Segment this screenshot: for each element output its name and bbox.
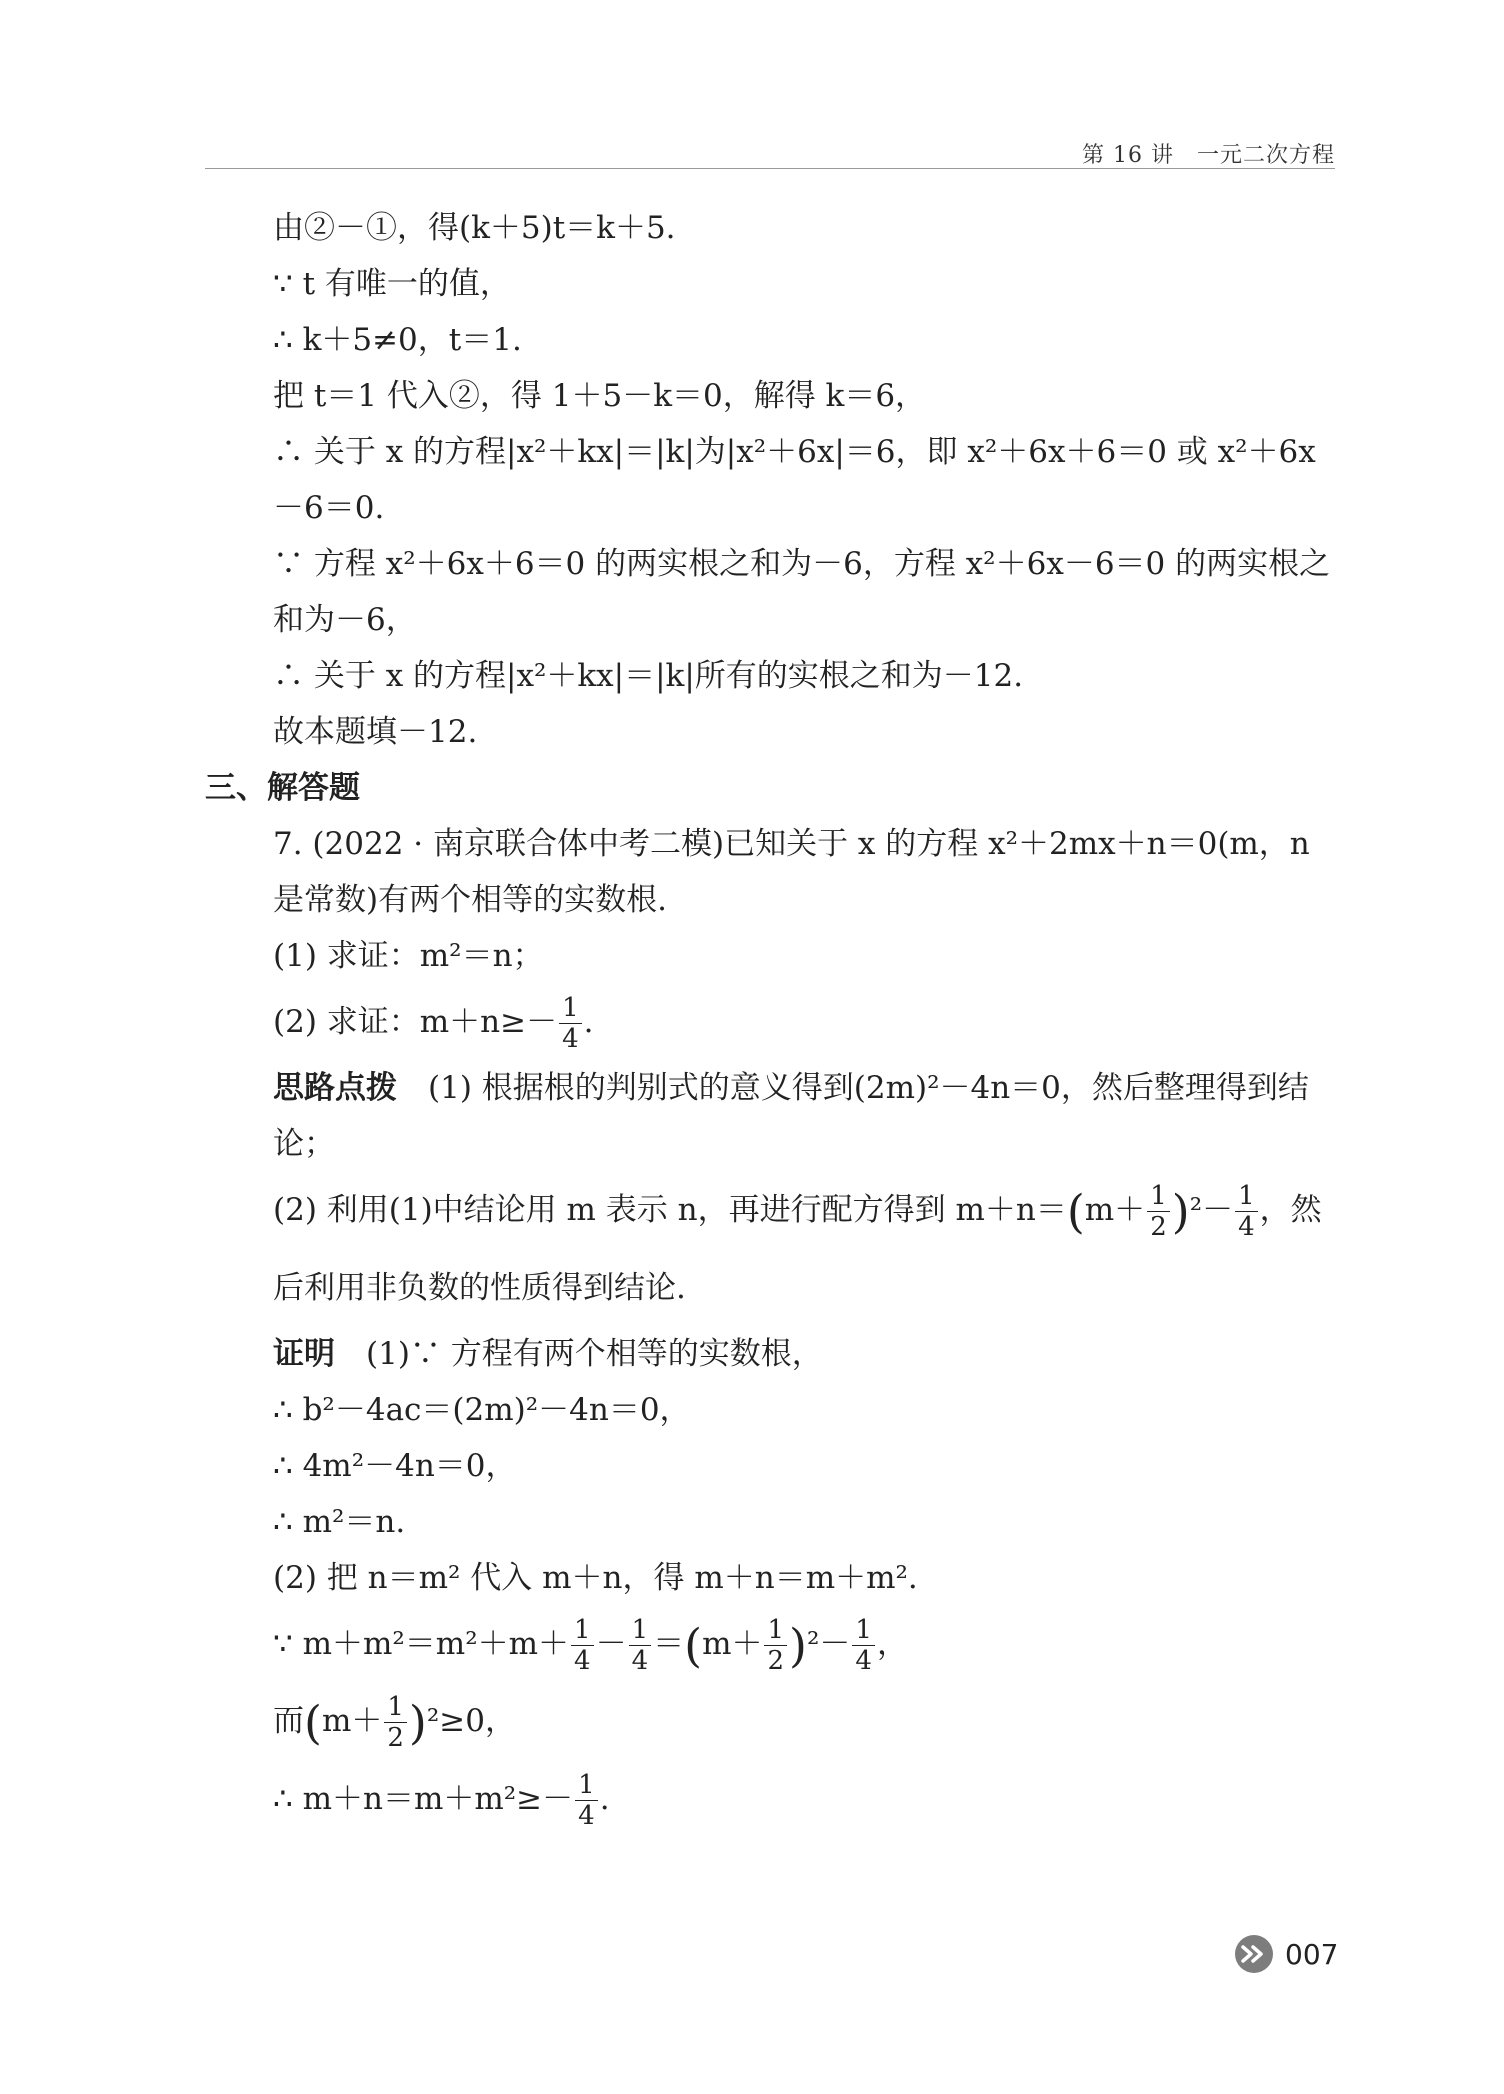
page-number: 007: [1285, 1937, 1339, 1971]
numerator: 1: [629, 1615, 652, 1646]
proof-text: ²－: [806, 1625, 851, 1662]
numerator: 1: [852, 1615, 875, 1646]
hint-paragraph-1: [205, 1060, 1335, 1172]
proof-text: m＋: [702, 1625, 763, 1662]
denominator: 2: [387, 1723, 404, 1753]
running-header: 第 16 讲 一元二次方程: [1082, 143, 1335, 168]
proof-text: ＝: [653, 1625, 685, 1662]
denominator: 4: [631, 1645, 649, 1676]
proof-text: ，: [876, 1625, 908, 1662]
denominator: 2: [1150, 1212, 1167, 1242]
part-2-text: (2) 求证：m＋n≥－: [273, 1004, 558, 1040]
numerator: 1: [571, 1615, 594, 1646]
fraction: [575, 1770, 598, 1831]
hint-text-2c: ²－: [1189, 1192, 1234, 1228]
proof-text: －: [595, 1625, 627, 1662]
left-paren: (: [1066, 1184, 1085, 1239]
numerator: 1: [575, 1770, 598, 1801]
proof-text: ²≥0，: [426, 1703, 516, 1739]
proof-line: ∴ m²＝n.: [273, 1503, 406, 1540]
arrow-right-icon-glyph: [1240, 1944, 1268, 1964]
proof-line-1: [205, 1326, 1335, 1382]
proof-line: (2) 把 n＝m² 代入 m＋n，得 m＋n＝m＋m².: [273, 1559, 918, 1596]
proof-label: 证明: [273, 1335, 335, 1372]
problem-part-1: (1) 求证：m²＝n；: [273, 938, 544, 974]
part-2-end: .: [583, 1004, 594, 1040]
hint-paragraph-2: [205, 1172, 1335, 1326]
denominator: 4: [574, 1645, 591, 1676]
text-line: 故本题填－12.: [273, 714, 478, 750]
proof-line: ∴ b²－4ac＝(2m)²－4n＝0，: [273, 1391, 691, 1428]
page-body: [205, 200, 1335, 1837]
numerator: 1: [764, 1615, 787, 1646]
text-line: 由②－①，得(k＋5)t＝k＋5.: [273, 210, 676, 246]
fraction: [764, 1615, 787, 1676]
section-heading: 三、解答题: [205, 770, 360, 806]
problem-stem: 7. (2022 · 南京联合体中考二模)已知关于 x 的方程 x²＋2mx＋n＝0(m，n 是常数)有两个相等的实数根.: [273, 826, 1310, 918]
hint-text-2d: ，然后利用非负数的性质得到结论.: [273, 1192, 1322, 1306]
denominator: 4: [562, 1024, 579, 1054]
hint-text-2b: m＋: [1084, 1192, 1146, 1228]
hint-label: 思路点拨: [273, 1070, 397, 1106]
arrow-right-icon: [1235, 1935, 1273, 1973]
problem-part-2: [205, 984, 1335, 1060]
proof-text: (1)∵ 方程有两个相等的实数根，: [366, 1335, 823, 1372]
fraction: [559, 993, 582, 1054]
text-line: ∵ t 有唯一的值，: [273, 266, 511, 302]
denominator: 4: [578, 1800, 595, 1831]
fraction: [1235, 1181, 1258, 1242]
text-line: ∴ k＋5≠0，t＝1.: [273, 322, 522, 358]
proof-text: 而: [273, 1703, 304, 1739]
right-paren: ): [408, 1695, 427, 1750]
right-paren: ): [1171, 1184, 1190, 1239]
header-divider: [205, 168, 1335, 169]
fraction: [1147, 1181, 1170, 1242]
right-paren: ): [789, 1618, 807, 1672]
numerator: 1: [559, 993, 582, 1024]
proof-line: ∴ 4m²－4n＝0，: [273, 1447, 517, 1484]
denominator: 4: [1238, 1212, 1255, 1242]
proof-line-completing-square: [205, 1606, 1335, 1684]
text-paragraph: ∴ 关于 x 的方程|x²＋kx|＝|k|为|x²＋6x|＝6，即 x²＋6x＋6＝0 或 x²＋6x－6＝0.: [273, 434, 1316, 526]
text-paragraph: ∵ 方程 x²＋6x＋6＝0 的两实根之和为－6，方程 x²＋6x－6＝0 的两实根之和为－6，: [273, 546, 1331, 638]
left-paren: (: [304, 1695, 322, 1750]
fraction: [629, 1615, 652, 1676]
proof-text: .: [599, 1780, 610, 1817]
proof-line-conclusion: [205, 1761, 1335, 1837]
numerator: 1: [384, 1692, 407, 1723]
text-line: 把 t＝1 代入②，得 1＋5－k＝0，解得 k＝6，: [273, 378, 927, 414]
fraction: [384, 1692, 407, 1753]
hint-text-2a: (2) 利用(1)中结论用 m 表示 n，再进行配方得到 m＋n＝: [273, 1192, 1067, 1228]
page-footer: [1235, 1935, 1338, 1973]
numerator: 1: [1235, 1181, 1258, 1212]
proof-text: ∵ m＋m²＝m²＋m＋: [273, 1625, 570, 1662]
numerator: 1: [1147, 1181, 1170, 1212]
left-paren: (: [684, 1618, 703, 1672]
proof-text: m＋: [321, 1703, 383, 1739]
proof-line-nonneg: [205, 1683, 1335, 1761]
denominator: 2: [767, 1645, 785, 1676]
proof-text: ∴ m＋n＝m＋m²≥－: [273, 1780, 574, 1817]
denominator: 4: [855, 1645, 872, 1676]
fraction: [852, 1615, 875, 1676]
fraction: [571, 1615, 594, 1676]
text-line: ∴ 关于 x 的方程|x²＋kx|＝|k|所有的实根之和为－12.: [273, 658, 1024, 694]
hint-text-1: (1) 根据根的判别式的意义得到(2m)²－4n＝0，然后整理得到结论；: [273, 1070, 1309, 1162]
